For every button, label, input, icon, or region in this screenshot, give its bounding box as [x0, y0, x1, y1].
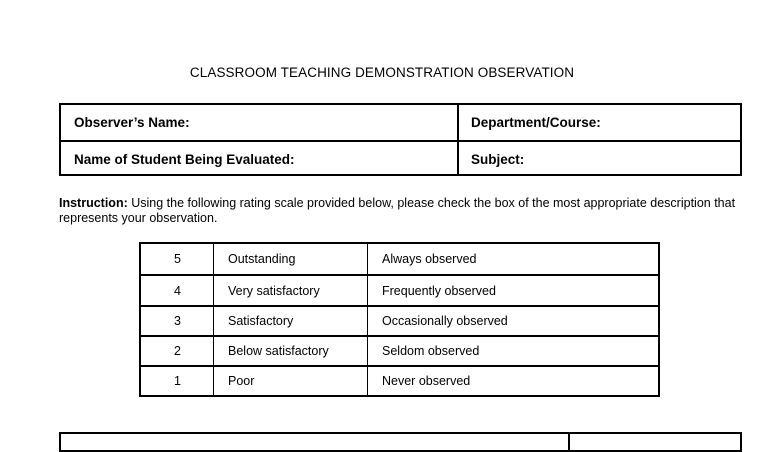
instruction-body: Using the following rating scale provided below, please check the box of the most appropriate description that represents your observation.: [59, 196, 736, 225]
department-course-label: Department/Course:: [471, 115, 601, 130]
scale-row: [141, 366, 658, 396]
scale-description: Never observed: [382, 374, 471, 388]
scale-rating: Poor: [228, 374, 255, 388]
scale-row: [141, 306, 658, 336]
info-row: [61, 140, 740, 176]
scale-row: [141, 276, 658, 306]
scale-score: 4: [174, 284, 181, 298]
observer-info-table: [59, 103, 742, 176]
scale-description: Occasionally observed: [382, 314, 508, 328]
scale-score: 5: [174, 252, 181, 266]
scale-description: Seldom observed: [382, 344, 480, 358]
student-name-label: Name of Student Being Evaluated:: [74, 151, 295, 167]
scale-rating: Very satisfactory: [228, 284, 320, 298]
document-title: CLASSROOM TEACHING DEMONSTRATION OBSERVATION: [189, 65, 575, 80]
scale-score: 1: [174, 374, 181, 388]
instruction-label: Instruction:: [59, 196, 128, 210]
subject-label: Subject:: [471, 151, 525, 167]
scale-rating: Satisfactory: [228, 314, 294, 328]
scale-rating: Below satisfactory: [228, 344, 329, 358]
scale-description: Always observed: [382, 252, 477, 266]
scale-row: [141, 244, 658, 274]
rating-scale-table: [139, 242, 660, 397]
scale-score: 3: [174, 314, 181, 328]
observer-name-label: Observer’s Name:: [74, 115, 190, 130]
observation-checklist-table: [59, 432, 742, 452]
scale-description: Frequently observed: [382, 284, 496, 298]
scale-row: [141, 336, 658, 366]
info-row: [61, 105, 740, 140]
checklist-column-divider: [568, 434, 570, 450]
instruction-text: [59, 196, 749, 226]
scale-score: 2: [174, 344, 181, 358]
scale-rating: Outstanding: [228, 252, 296, 266]
